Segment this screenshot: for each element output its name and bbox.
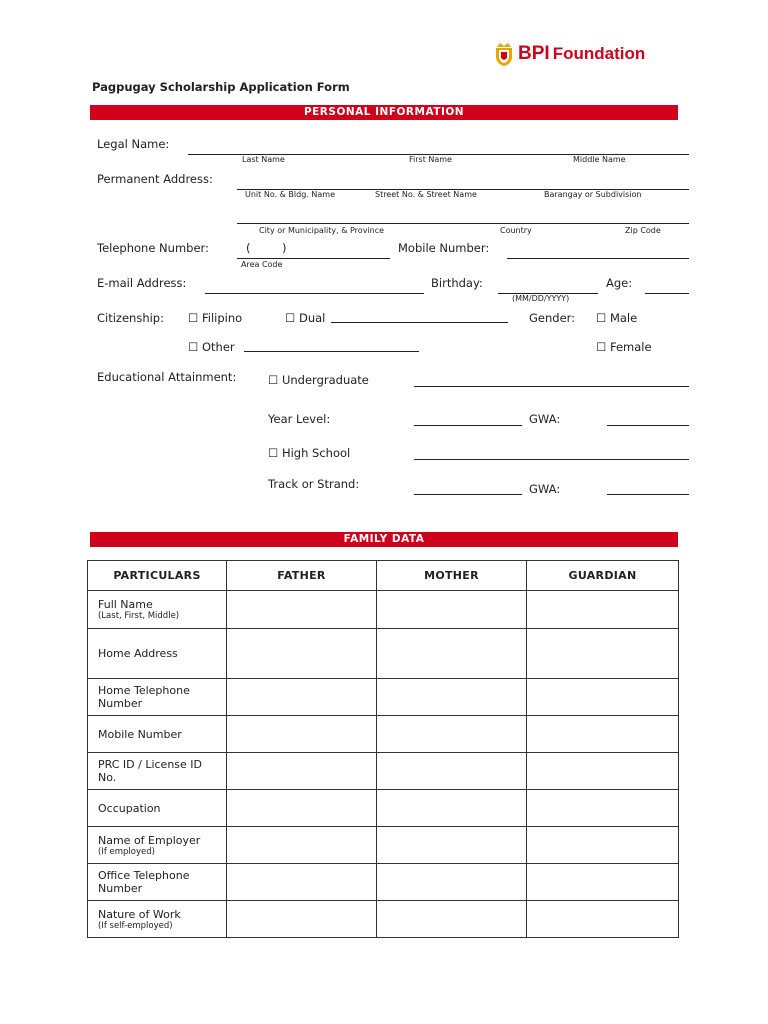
father-cell[interactable] [227, 790, 377, 827]
country-caption: Country [500, 226, 532, 235]
guardian-cell[interactable] [527, 591, 679, 629]
section-family-data: FAMILY DATA [90, 532, 678, 547]
telephone-line[interactable] [237, 258, 390, 259]
table-row [88, 753, 679, 790]
first-name-caption: First Name [409, 155, 452, 164]
dual-line[interactable] [331, 322, 508, 323]
guardian-cell[interactable] [527, 901, 679, 938]
table-row [88, 591, 679, 629]
guardian-cell[interactable] [527, 716, 679, 753]
unit-bldg-caption: Unit No. & Bldg. Name [245, 190, 335, 199]
row-label: Full Name (Last, First, Middle) [88, 591, 227, 629]
guardian-cell[interactable] [527, 864, 679, 901]
gender-female-checkbox[interactable]: ☐ Female [596, 340, 652, 354]
header-mother: MOTHER [377, 561, 527, 591]
legal-name-label: Legal Name: [97, 137, 170, 151]
mother-cell[interactable] [377, 679, 527, 716]
paren-open: ( [246, 241, 251, 255]
table-row [88, 790, 679, 827]
row-label: Home Address [88, 629, 227, 679]
table-row [88, 629, 679, 679]
undergraduate-checkbox[interactable]: ☐ Undergraduate [268, 373, 369, 387]
father-cell[interactable] [227, 591, 377, 629]
mother-cell[interactable] [377, 864, 527, 901]
permanent-address-label: Permanent Address: [97, 172, 213, 186]
brand-foundation: Foundation [552, 44, 646, 63]
track-strand-line[interactable] [414, 494, 522, 495]
header-particulars: PARTICULARS [88, 561, 227, 591]
gwa-line-2[interactable] [607, 494, 689, 495]
gender-male-checkbox[interactable]: ☐ Male [596, 311, 638, 325]
table-row [88, 716, 679, 753]
father-cell[interactable] [227, 716, 377, 753]
header-guardian: GUARDIAN [527, 561, 679, 591]
high-school-checkbox[interactable]: ☐ High School [268, 446, 351, 460]
citizenship-dual-checkbox[interactable]: ☐ Dual [285, 311, 326, 325]
citizenship-filipino-checkbox[interactable]: ☐ Filipino [188, 311, 243, 325]
area-code-caption: Area Code [241, 260, 283, 269]
table-header-row [88, 561, 679, 591]
row-label: Occupation [88, 790, 227, 827]
mother-cell[interactable] [377, 790, 527, 827]
table-row [88, 901, 679, 938]
header-father: FATHER [227, 561, 377, 591]
mobile-label: Mobile Number: [398, 241, 490, 255]
email-label: E-mail Address: [97, 276, 187, 290]
last-name-caption: Last Name [242, 155, 285, 164]
row-label: Name of Employer (If employed) [88, 827, 227, 864]
father-cell[interactable] [227, 753, 377, 790]
guardian-cell[interactable] [527, 753, 679, 790]
mother-cell[interactable] [377, 901, 527, 938]
birthday-label: Birthday: [431, 276, 483, 290]
brand-name [518, 43, 645, 65]
form-title: Pagpugay Scholarship Application Form [92, 80, 350, 94]
year-level-line[interactable] [414, 425, 522, 426]
brand-bpi: BPI [518, 43, 550, 64]
zip-caption: Zip Code [625, 226, 661, 235]
mother-cell[interactable] [377, 827, 527, 864]
email-line[interactable] [205, 293, 424, 294]
table-row [88, 827, 679, 864]
row-label: Nature of Work (If self-employed) [88, 901, 227, 938]
table-row [88, 864, 679, 901]
row-label: Home Telephone Number [88, 679, 227, 716]
father-cell[interactable] [227, 679, 377, 716]
city-caption: City or Municipality, & Province [259, 226, 385, 235]
high-school-line[interactable] [414, 459, 689, 460]
guardian-cell[interactable] [527, 827, 679, 864]
year-level-label: Year Level: [268, 412, 331, 426]
family-data-table [87, 560, 679, 938]
middle-name-caption: Middle Name [573, 155, 626, 164]
telephone-label: Telephone Number: [97, 241, 209, 255]
address-line-2[interactable] [237, 223, 689, 224]
mobile-line[interactable] [507, 258, 689, 259]
bpi-crest-icon [494, 41, 514, 67]
track-strand-label: Track or Strand: [268, 477, 360, 491]
table-row [88, 679, 679, 716]
street-caption: Street No. & Street Name [375, 190, 477, 199]
guardian-cell[interactable] [527, 679, 679, 716]
birthday-format-caption: (MM/DD/YYYY) [512, 294, 570, 303]
gender-label: Gender: [529, 311, 576, 325]
other-line[interactable] [244, 351, 419, 352]
mother-cell[interactable] [377, 716, 527, 753]
mother-cell[interactable] [377, 629, 527, 679]
barangay-caption: Barangay or Subdivision [544, 190, 642, 199]
undergraduate-line[interactable] [414, 386, 689, 387]
paren-close: ) [282, 241, 287, 255]
row-label: PRC ID / License ID No. [88, 753, 227, 790]
bpi-foundation-logo [494, 38, 645, 70]
citizenship-label: Citizenship: [97, 311, 164, 325]
gwa-label-2: GWA: [529, 482, 561, 496]
father-cell[interactable] [227, 629, 377, 679]
father-cell[interactable] [227, 864, 377, 901]
row-label: Office Telephone Number [88, 864, 227, 901]
row-label: Mobile Number [88, 716, 227, 753]
gwa-line-1[interactable] [607, 425, 689, 426]
age-label: Age: [606, 276, 633, 290]
father-cell[interactable] [227, 901, 377, 938]
guardian-cell[interactable] [527, 629, 679, 679]
guardian-cell[interactable] [527, 790, 679, 827]
mother-cell[interactable] [377, 753, 527, 790]
section-personal-information: PERSONAL INFORMATION [90, 105, 678, 120]
gwa-label-1: GWA: [529, 412, 561, 426]
father-cell[interactable] [227, 827, 377, 864]
mother-cell[interactable] [377, 591, 527, 629]
citizenship-other-checkbox[interactable]: ☐ Other [188, 340, 235, 354]
age-line[interactable] [645, 293, 689, 294]
educational-attainment-label: Educational Attainment: [97, 370, 237, 384]
